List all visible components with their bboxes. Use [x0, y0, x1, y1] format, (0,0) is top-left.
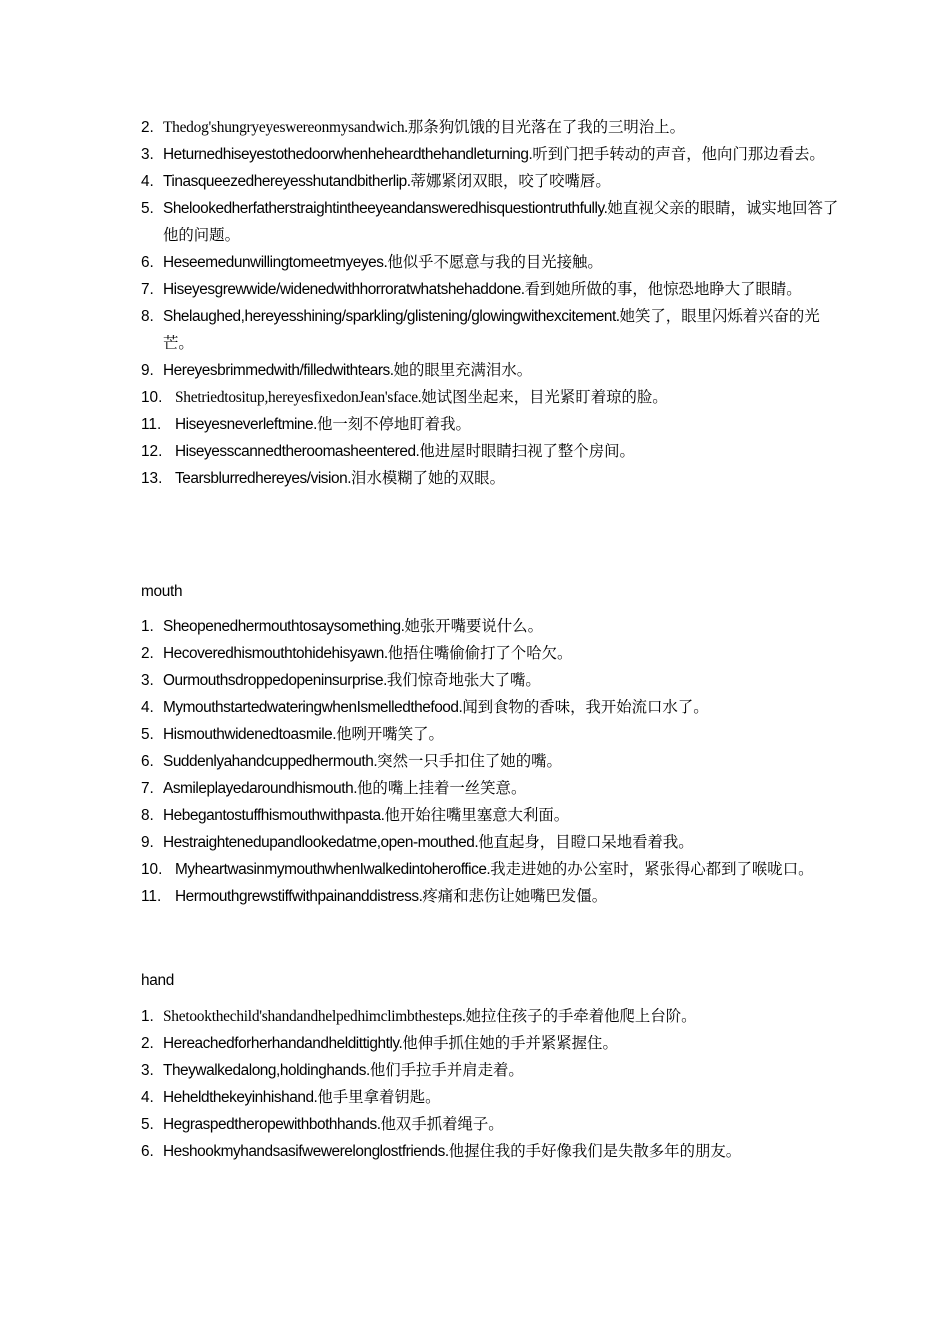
english-sentence: Hegraspedtheropewithbothhands.: [163, 1116, 381, 1133]
list-item: [141, 357, 841, 384]
list-item: [141, 883, 841, 910]
list-item: [141, 249, 841, 276]
list-item: [141, 168, 841, 195]
chinese-translation: 听到门把手转动的声音，他向门那边看去。: [532, 145, 825, 163]
chinese-translation: 他一刻不停地盯着我。: [316, 415, 471, 433]
item-number: 8.: [141, 807, 154, 824]
english-sentence: Hiseyesneverleftmine.: [175, 416, 317, 433]
english-sentence: Hiseyesscannedtheroomasheentered.: [175, 443, 420, 460]
chinese-translation: 他开始往嘴里塞意大利面。: [384, 806, 570, 824]
list-item: [141, 411, 841, 438]
item-number: 11.: [141, 416, 162, 433]
english-sentence: Hereyesbrimmedwith/filledwithtears.: [163, 362, 394, 379]
chinese-translation: 他直起身，目瞪口呆地看着我。: [478, 833, 694, 851]
chinese-translation: 他双手抓着绳子。: [380, 1115, 504, 1133]
chinese-translation: 她试图坐起来，目光紧盯着琼的脸。: [421, 388, 668, 406]
section-heading-hand: hand: [141, 972, 175, 989]
chinese-translation: 他手里拿着钥匙。: [317, 1088, 441, 1106]
list-item: [141, 195, 841, 249]
chinese-translation: 疼痛和悲伤让她嘴巴发僵。: [422, 887, 608, 905]
english-sentence: Shetookthechild'shandandhelpedhimclimbthesteps.: [163, 1008, 466, 1025]
list-item: [141, 141, 841, 168]
item-number: 3.: [141, 672, 154, 689]
english-sentence: Thedog'shungryeyeswereonmysandwich.: [163, 119, 408, 136]
item-number: 6.: [141, 753, 154, 770]
item-number: 6.: [141, 1143, 154, 1160]
item-number: 5.: [141, 1116, 154, 1133]
english-sentence: Shelaughed,hereyesshining/sparkling/glistening/glowingwithexcitement.: [163, 308, 620, 325]
english-sentence: Sheopenedhermouthtosaysomething.: [163, 618, 405, 635]
item-number: 7.: [141, 780, 154, 797]
eyes-phrase-list: [141, 114, 841, 492]
hand-phrase-list: [141, 1003, 841, 1165]
chinese-translation: 看到她所做的事，他惊恐地睁大了眼睛。: [524, 280, 802, 298]
item-number: 5.: [141, 200, 154, 217]
item-number: 5.: [141, 726, 154, 743]
english-sentence: Shetriedtositup,hereyesfixedonJean'sface.: [175, 389, 422, 406]
english-sentence: MymouthstartedwateringwhenIsmelledthefood.: [163, 699, 463, 716]
item-number: 1.: [141, 1008, 154, 1025]
english-sentence: Heturnedhiseyestothedoorwhenheheardthehandleturning.: [163, 146, 533, 163]
english-sentence: Hiseyesgrewwide/widenedwithhorroratwhatshehaddone.: [163, 281, 525, 298]
item-number: 10.: [141, 861, 163, 878]
english-sentence: Hestraightenedupandlookedatme,open-mouthed.: [163, 834, 479, 851]
item-number: 8.: [141, 308, 154, 325]
mouth-phrase-list: [141, 613, 841, 910]
list-item: [141, 384, 841, 411]
english-sentence: Heseemedunwillingtomeetmyeyes.: [163, 254, 388, 271]
chinese-translation: 蒂娜紧闭双眼，咬了咬嘴唇。: [410, 172, 611, 190]
list-item: [141, 748, 841, 775]
list-item: [141, 694, 841, 721]
chinese-translation: 她直视父亲的眼睛，诚实地回答了他的问题。: [163, 199, 839, 244]
english-sentence: Hecoveredhismouthtohidehisyawn.: [163, 645, 388, 662]
list-item: [141, 1138, 841, 1165]
list-item: [141, 613, 841, 640]
chinese-translation: 她张开嘴要说什么。: [404, 617, 543, 635]
english-sentence: Tinasqueezedhereyesshutandbitherlip.: [163, 173, 411, 190]
list-item: [141, 829, 841, 856]
english-sentence: MyheartwasinmymouthwhenIwalkedintoheroffice.: [175, 861, 491, 878]
english-sentence: Theywalkedalong,holdinghands.: [163, 1062, 370, 1079]
chinese-translation: 闻到食物的香味，我开始流口水了。: [462, 698, 709, 716]
list-item: [141, 1057, 841, 1084]
item-number: 3.: [141, 1062, 154, 1079]
chinese-translation: 他伸手抓住她的手并紧紧握住。: [402, 1034, 618, 1052]
item-number: 12.: [141, 443, 163, 460]
chinese-translation: 他握住我的手好像我们是失散多年的朋友。: [448, 1142, 742, 1160]
list-item: [141, 1111, 841, 1138]
chinese-translation: 我走进她的办公室时，紧张得心都到了喉咙口。: [490, 860, 814, 878]
list-item: [141, 465, 841, 492]
item-number: 1.: [141, 618, 154, 635]
chinese-translation: 我们惊奇地张大了嘴。: [386, 671, 541, 689]
english-sentence: Heshookmyhandsasifwewerelonglostfriends.: [163, 1143, 449, 1160]
list-item: [141, 114, 841, 141]
list-item: [141, 276, 841, 303]
chinese-translation: 他咧开嘴笑了。: [336, 725, 444, 743]
list-item: [141, 438, 841, 465]
item-number: 13.: [141, 470, 163, 487]
chinese-translation: 那条狗饥饿的目光落在了我的三明治上。: [407, 118, 685, 136]
english-sentence: Hereachedforherhandandheldittightly.: [163, 1035, 403, 1052]
list-item: [141, 802, 841, 829]
chinese-translation: 她笑了，眼里闪烁着兴奋的光芒。: [163, 307, 820, 352]
item-number: 4.: [141, 699, 154, 716]
english-sentence: Suddenlyahandcuppedhermouth.: [163, 753, 378, 770]
chinese-translation: 泪水模糊了她的双眼。: [351, 469, 505, 487]
list-item: [141, 775, 841, 802]
chinese-translation: 他捂住嘴偷偷打了个哈欠。: [387, 644, 573, 662]
item-number: 9.: [141, 362, 154, 379]
english-sentence: Tearsblurredhereyes/vision.: [175, 470, 352, 487]
item-number: 2.: [141, 119, 154, 136]
list-item: [141, 303, 841, 357]
chinese-translation: 他进屋时眼睛扫视了整个房间。: [419, 442, 635, 460]
english-sentence: Hismouthwidenedtoasmile.: [163, 726, 337, 743]
english-sentence: Hebegantostuffhismouthwithpasta.: [163, 807, 385, 824]
list-item: [141, 640, 841, 667]
english-sentence: Hermouthgrewstiffwithpainanddistress.: [175, 888, 423, 905]
chinese-translation: 他似乎不愿意与我的目光接触。: [387, 253, 603, 271]
english-sentence: Heheldthekeyinhishand.: [163, 1089, 318, 1106]
chinese-translation: 他的嘴上挂着一丝笑意。: [357, 779, 527, 797]
item-number: 10.: [141, 389, 163, 406]
chinese-translation: 他们手拉手并肩走着。: [369, 1061, 524, 1079]
english-sentence: Asmileplayedaroundhismouth.: [163, 780, 358, 797]
list-item: [141, 1003, 841, 1030]
item-number: 4.: [141, 173, 154, 190]
list-item: [141, 1084, 841, 1111]
chinese-translation: 突然一只手扣住了她的嘴。: [377, 752, 562, 770]
item-number: 3.: [141, 146, 154, 163]
item-number: 7.: [141, 281, 154, 298]
english-sentence: Ourmouthsdroppedopeninsurprise.: [163, 672, 387, 689]
list-item: [141, 667, 841, 694]
item-number: 9.: [141, 834, 154, 851]
list-item: [141, 721, 841, 748]
item-number: 4.: [141, 1089, 154, 1106]
chinese-translation: 她的眼里充满泪水。: [393, 361, 533, 379]
list-item: [141, 1030, 841, 1057]
english-sentence: Shelookedherfatherstraightintheeyeandansweredhisquestiontruthfully.: [163, 200, 608, 217]
item-number: 11.: [141, 888, 162, 905]
list-item: [141, 856, 841, 883]
chinese-translation: 她拉住孩子的手牵着他爬上台阶。: [465, 1007, 697, 1025]
item-number: 6.: [141, 254, 154, 271]
item-number: 2.: [141, 645, 154, 662]
item-number: 2.: [141, 1035, 154, 1052]
section-heading-mouth: mouth: [141, 583, 183, 600]
